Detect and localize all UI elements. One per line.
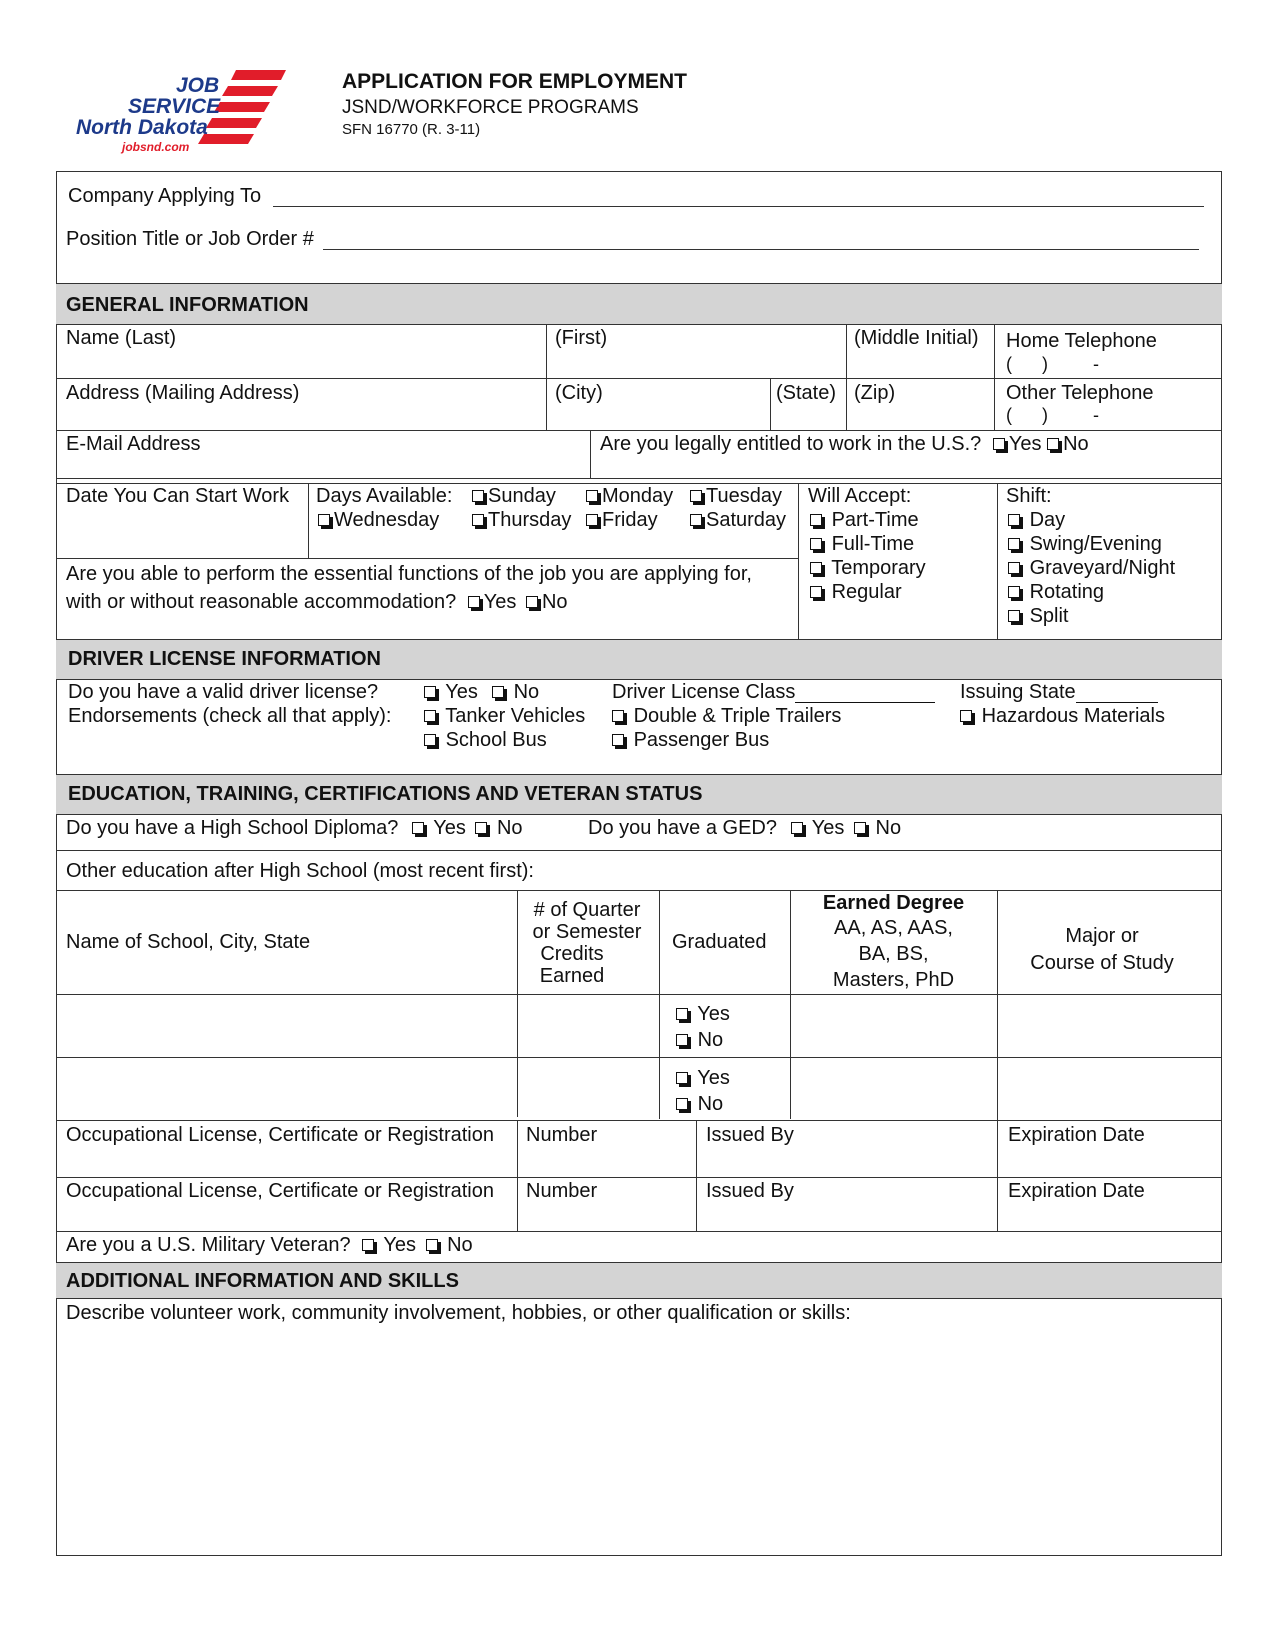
school-bus-checkbox[interactable]: [424, 734, 436, 746]
hs-diploma-text: Do you have a High School Diploma?: [66, 817, 399, 839]
accept-full-time[interactable]: [810, 533, 914, 555]
other-education-label: Other education after High School (most recent first):: [66, 860, 534, 882]
perform-functions-text: with or without reasonable accommodation?: [66, 591, 457, 613]
hs-yes-label: Yes: [433, 817, 466, 839]
tanker-checkbox[interactable]: [424, 710, 436, 722]
accept-temporary[interactable]: [810, 557, 926, 579]
shift-graveyard[interactable]: [1008, 557, 1175, 579]
endorse-hazardous[interactable]: [960, 705, 1165, 727]
monday-label: Monday: [602, 485, 674, 507]
temporary-label: Temporary: [831, 557, 926, 579]
rotating-shift-checkbox[interactable]: [1008, 586, 1020, 598]
credits-line-3: Credits: [540, 943, 604, 965]
endorse-passenger-bus[interactable]: [612, 729, 769, 751]
company-applying-input[interactable]: [273, 206, 1204, 207]
issuing-state-field[interactable]: [960, 681, 1158, 703]
education-heading: EDUCATION, TRAINING, CERTIFICATIONS AND VETERAN STATUS: [68, 783, 703, 805]
major-line-2: Course of Study: [1030, 952, 1174, 974]
col-degree-header: [790, 891, 997, 993]
shift-swing[interactable]: [1008, 533, 1162, 555]
sunday-checkbox[interactable]: [472, 490, 484, 502]
ged-text: Do you have a GED?: [588, 817, 777, 839]
edu-row-2-no-checkbox[interactable]: [676, 1098, 688, 1110]
wednesday-checkbox[interactable]: [318, 514, 330, 526]
valid-license-question: Do you have a valid driver license?: [68, 681, 379, 703]
perform-functions-question-1: Are you able to perform the essential functions of the job you are applying for,: [66, 563, 752, 585]
city-field[interactable]: (City): [555, 382, 603, 404]
endorsements-label: Endorsements (check all that apply):: [68, 705, 392, 727]
issuing-state-label: Issuing State: [960, 681, 1076, 703]
edu-row-1-yes-checkbox[interactable]: [676, 1008, 688, 1020]
day-friday[interactable]: [586, 509, 658, 531]
friday-label: Friday: [602, 509, 658, 531]
col-graduated-header: Graduated: [672, 931, 767, 953]
veteran-yes-checkbox[interactable]: [362, 1239, 374, 1251]
other-telephone-format: ( ) -: [1006, 405, 1099, 425]
start-work-date-field[interactable]: Date You Can Start Work: [66, 485, 290, 507]
endorse-double-triple[interactable]: [612, 705, 841, 727]
describe-skills-label: Describe volunteer work, community involvement, hobbies, or other qualification or skills:: [66, 1302, 851, 1324]
accept-regular[interactable]: [810, 581, 902, 603]
tuesday-checkbox[interactable]: [690, 490, 702, 502]
col-school-header: Name of School, City, State: [66, 931, 311, 953]
legally-entitled-yes-label: Yes: [1008, 433, 1042, 455]
accept-part-time[interactable]: [810, 509, 919, 531]
shift-label: Shift:: [1006, 485, 1052, 507]
shift-split[interactable]: [1008, 605, 1068, 627]
temporary-checkbox[interactable]: [810, 562, 822, 574]
graveyard-shift-label: Graveyard/Night: [1029, 557, 1176, 579]
veteran-no-checkbox[interactable]: [426, 1239, 438, 1251]
monday-checkbox[interactable]: [586, 490, 598, 502]
degree-line-2: BA, BS,: [858, 943, 929, 965]
endorse-tanker[interactable]: [424, 705, 585, 727]
license-class-label: Driver License Class: [612, 681, 796, 703]
perform-yes-label: Yes: [483, 591, 517, 613]
occ-license-2-field[interactable]: Occupational License, Certificate or Registration: [66, 1180, 494, 1202]
occ-license-1-field[interactable]: Occupational License, Certificate or Registration: [66, 1124, 494, 1146]
legally-entitled-yes-checkbox[interactable]: [993, 438, 1005, 450]
describe-skills-textarea[interactable]: [58, 1330, 1218, 1554]
credits-line-1: # of Quarter: [533, 899, 641, 921]
full-time-checkbox[interactable]: [810, 538, 822, 550]
hs-no-label: No: [496, 817, 523, 839]
major-line-1: Major or: [1065, 925, 1139, 947]
logo-line-north-dakota: North Dakota: [76, 116, 208, 139]
valid-license-yes-label: Yes: [445, 681, 478, 703]
valid-license-no-label: No: [513, 681, 540, 703]
perform-functions-question-2: [66, 591, 568, 613]
edu-row-1-graduated: [676, 1001, 730, 1053]
col-credits-header: [517, 899, 657, 987]
swing-shift-label: Swing/Evening: [1029, 533, 1162, 555]
day-thursday[interactable]: [472, 509, 571, 531]
first-name-field[interactable]: (First): [555, 327, 608, 349]
home-telephone-format: ( ) -: [1006, 354, 1099, 374]
valid-license-yes[interactable]: [424, 681, 478, 703]
general-info-heading: GENERAL INFORMATION: [66, 294, 309, 316]
edu-row-1-no-label: No: [697, 1029, 724, 1051]
thursday-checkbox[interactable]: [472, 514, 484, 526]
credits-line-4: Earned: [539, 965, 605, 987]
veteran-question: [66, 1234, 473, 1256]
hs-yes-checkbox[interactable]: [412, 822, 424, 834]
passenger-bus-label: Passenger Bus: [633, 729, 770, 751]
regular-checkbox[interactable]: [810, 586, 822, 598]
veteran-yes-label: Yes: [383, 1234, 416, 1256]
split-shift-label: Split: [1029, 605, 1069, 627]
edu-row-1-yes-label: Yes: [697, 1003, 730, 1025]
legally-entitled-text: Are you legally entitled to work in the U.S.?: [600, 433, 982, 455]
ged-yes-checkbox[interactable]: [791, 822, 803, 834]
edu-row-2-no-label: No: [697, 1093, 724, 1115]
occ-license-1-number[interactable]: Number: [526, 1124, 598, 1146]
license-class-field[interactable]: [612, 681, 935, 703]
will-accept-label: Will Accept:: [808, 485, 912, 507]
form-number: SFN 16770 (R. 3-11): [342, 121, 481, 138]
valid-license-no[interactable]: [492, 681, 539, 703]
perform-no-label: No: [541, 591, 568, 613]
logo: [76, 66, 288, 156]
day-shift-checkbox[interactable]: [1008, 514, 1020, 526]
day-tuesday[interactable]: [690, 485, 782, 507]
page-subtitle: JSND/WORKFORCE PROGRAMS: [342, 97, 639, 118]
position-title-label: Position Title or Job Order #: [66, 228, 314, 250]
edu-row-2-yes-label: Yes: [697, 1067, 730, 1089]
part-time-checkbox[interactable]: [810, 514, 822, 526]
days-available-label: Days Available:: [316, 485, 453, 507]
day-monday[interactable]: [586, 485, 673, 507]
valid-license-no-checkbox[interactable]: [492, 686, 504, 698]
page-title: APPLICATION FOR EMPLOYMENT: [342, 70, 687, 93]
edu-row-2-graduated: [676, 1065, 730, 1117]
edu-row-1-no-checkbox[interactable]: [676, 1034, 688, 1046]
thursday-label: Thursday: [488, 509, 572, 531]
double-triple-label: Double & Triple Trailers: [633, 705, 842, 727]
credits-line-2: or Semester: [532, 921, 642, 943]
occ-license-1-expiration[interactable]: Expiration Date: [1008, 1124, 1145, 1146]
logo-url: jobsnd.com: [122, 140, 190, 154]
legally-entitled-no-checkbox[interactable]: [1047, 438, 1059, 450]
state-field[interactable]: (State): [776, 382, 837, 404]
day-shift-label: Day: [1029, 509, 1066, 531]
col-major-header: [997, 923, 1207, 977]
tanker-label: Tanker Vehicles: [445, 705, 586, 727]
name-last-field[interactable]: Name (Last): [66, 327, 177, 349]
shift-day[interactable]: [1008, 509, 1065, 531]
logo-line-service: SERVICE: [128, 95, 221, 118]
mailing-address-field[interactable]: Address (Mailing Address): [66, 382, 300, 404]
split-shift-checkbox[interactable]: [1008, 610, 1020, 622]
hs-no-checkbox[interactable]: [475, 822, 487, 834]
ged-no-label: No: [875, 817, 902, 839]
occ-license-2-expiration[interactable]: Expiration Date: [1008, 1180, 1145, 1202]
valid-license-yes-checkbox[interactable]: [424, 686, 436, 698]
additional-info-heading: ADDITIONAL INFORMATION AND SKILLS: [66, 1270, 459, 1292]
legally-entitled-question: [600, 433, 1089, 455]
degree-title: Earned Degree: [822, 892, 965, 914]
shift-rotating[interactable]: [1008, 581, 1104, 603]
saturday-checkbox[interactable]: [690, 514, 702, 526]
hazardous-checkbox[interactable]: [960, 710, 972, 722]
double-triple-checkbox[interactable]: [612, 710, 624, 722]
endorse-school-bus[interactable]: [424, 729, 547, 751]
degree-line-3: Masters, PhD: [832, 969, 955, 991]
day-sunday[interactable]: [472, 485, 556, 507]
saturday-label: Saturday: [706, 509, 787, 531]
hazardous-label: Hazardous Materials: [981, 705, 1165, 727]
passenger-bus-checkbox[interactable]: [612, 734, 624, 746]
ged-yes-label: Yes: [811, 817, 845, 839]
edu-row-2-yes-checkbox[interactable]: [676, 1072, 688, 1084]
school-bus-label: School Bus: [445, 729, 547, 751]
middle-initial-field[interactable]: (Middle Initial): [854, 327, 979, 349]
occ-license-2-number[interactable]: Number: [526, 1180, 598, 1202]
logo-line-job: JOB: [176, 74, 220, 97]
ged-question: [588, 817, 901, 839]
occ-license-1-issued-by[interactable]: Issued By: [706, 1124, 794, 1146]
day-saturday[interactable]: [690, 509, 786, 531]
swing-shift-checkbox[interactable]: [1008, 538, 1020, 550]
company-applying-label: Company Applying To: [68, 185, 262, 207]
other-telephone-field[interactable]: Other Telephone: [1006, 382, 1154, 404]
graveyard-shift-checkbox[interactable]: [1008, 562, 1020, 574]
veteran-no-label: No: [447, 1234, 473, 1256]
driver-license-heading: DRIVER LICENSE INFORMATION: [68, 648, 381, 670]
perform-no-checkbox[interactable]: [526, 596, 538, 608]
hs-diploma-question: [66, 817, 523, 839]
part-time-label: Part-Time: [831, 509, 919, 531]
position-title-input[interactable]: [323, 249, 1199, 250]
perform-yes-checkbox[interactable]: [468, 596, 480, 608]
day-wednesday[interactable]: [318, 509, 439, 531]
legally-entitled-no-label: No: [1063, 433, 1089, 455]
full-time-label: Full-Time: [831, 533, 915, 555]
wednesday-label: Wednesday: [334, 509, 440, 531]
ged-no-checkbox[interactable]: [854, 822, 866, 834]
friday-checkbox[interactable]: [586, 514, 598, 526]
tuesday-label: Tuesday: [706, 485, 782, 507]
degree-line-1: AA, AS, AAS,: [834, 917, 953, 939]
home-telephone-field[interactable]: Home Telephone: [1006, 330, 1157, 352]
occ-license-2-issued-by[interactable]: Issued By: [706, 1180, 794, 1202]
veteran-text: Are you a U.S. Military Veteran?: [66, 1234, 351, 1256]
zip-field[interactable]: (Zip): [854, 382, 896, 404]
rotating-shift-label: Rotating: [1029, 581, 1105, 603]
sunday-label: Sunday: [488, 485, 556, 507]
email-address-field[interactable]: E-Mail Address: [66, 433, 201, 455]
regular-label: Regular: [831, 581, 902, 603]
